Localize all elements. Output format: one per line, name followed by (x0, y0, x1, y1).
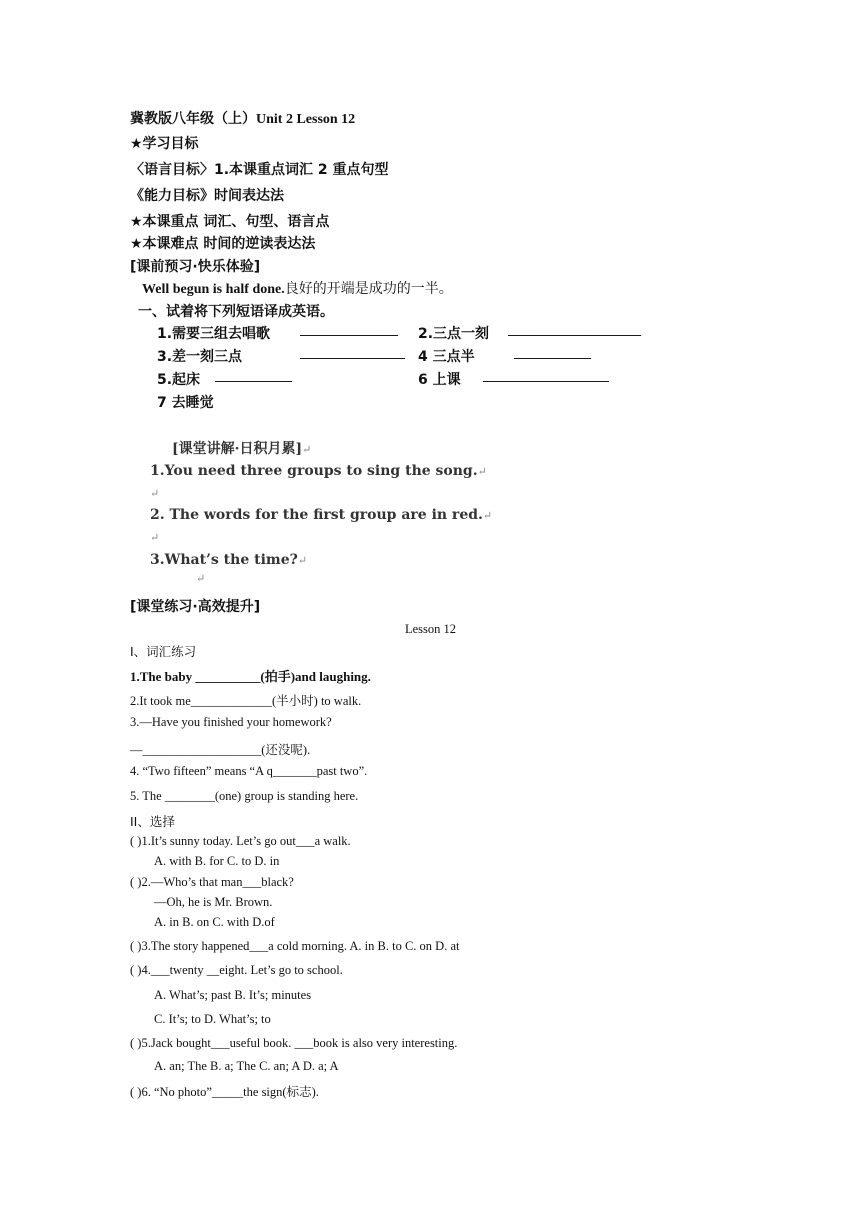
paragraph-mark: ↵ (196, 573, 206, 585)
preview-item-3: 3.差一刻三点 (157, 349, 243, 365)
difficulty-points: ★本课难点 时间的逆读表达法 (130, 236, 316, 252)
vocab-item-2: 2.It took me_____________(半小时) to walk. (130, 694, 362, 708)
practice-heading: [课堂练习·高效提升] (130, 599, 261, 615)
choice-q1-options: A. with B. for C. to D. in (154, 854, 280, 868)
preview-blank-1: ______________ (300, 323, 398, 338)
vocab-item-3: 3.—Have you finished your homework? (130, 715, 332, 729)
preview-blank-6: __________________ (483, 369, 609, 384)
lecture-sentence-3 (150, 552, 307, 568)
lecture-sentence-1-text: 1.You need three groups to sing the song. (150, 463, 478, 479)
preview-blank-5: ___________ (215, 369, 292, 384)
lecture-heading (172, 438, 311, 458)
preview-item-1: 1.需要三组去唱歌 (157, 326, 271, 342)
vocab-item-4: 4. “Two fifteen” means “A q_______past two”. (130, 764, 368, 778)
preview-item-2: 2.三点一刻 (418, 326, 490, 342)
choice-q5-options: A. an; The B. a; The C. an; A D. a; A (154, 1059, 339, 1073)
choice-q6: ( )6. “No photo”_____the sign(标志). (130, 1085, 319, 1099)
vocab-item-5: 5. The ________(one) group is standing here. (130, 789, 359, 803)
preview-item-6: 6 上课 (418, 372, 461, 388)
preview-heading: [课前预习·快乐体验] (130, 259, 261, 275)
choice-q2: ( )2.—Who’s that man___black? (130, 875, 294, 889)
page-title: 冀教版八年级（上）Unit 2 Lesson 12 (130, 112, 356, 127)
preview-blank-4: ___________ (514, 346, 591, 361)
preview-item-7: 7 去睡觉 (157, 395, 214, 411)
paragraph-mark: ↵ (302, 443, 312, 456)
choice-q4-options-ab: A. What’s; past B. It’s; minutes (154, 988, 312, 1002)
preview-item-5: 5.起床 (157, 372, 201, 388)
lesson-label: Lesson 12 (405, 622, 457, 636)
paragraph-mark: ↵ (482, 509, 493, 522)
language-objective: 〈语言目标〉1.本课重点词汇 2 重点句型 (130, 162, 389, 178)
motto-en: Well begun is half done. (142, 282, 285, 297)
choice-q3: ( )3.The story happened___a cold morning. A. in B. to C. on D. at (130, 939, 460, 953)
paragraph-mark: ↵ (297, 554, 308, 567)
motto (142, 278, 453, 298)
choice-q4: ( )4.___twenty __eight. Let’s go to school. (130, 963, 343, 977)
motto-cn: 良好的开端是成功的一半。 (284, 281, 453, 297)
choice-q5: ( )5.Jack bought___useful book. ___book is also very interesting. (130, 1036, 458, 1050)
choice-q4-options-cd: C. It’s; to D. What’s; to (154, 1012, 271, 1026)
paragraph-mark: ↵ (150, 488, 160, 500)
key-points: ★本课重点 词汇、句型、语言点 (130, 214, 330, 230)
preview-blank-3: _______________ (300, 346, 405, 361)
choice-q2-options: A. in B. on C. with D.of (154, 915, 275, 929)
vocab-item-1: 1.The baby __________(拍手)and laughing. (130, 669, 371, 684)
objectives-heading: ★学习目标 (130, 136, 199, 152)
choice-q2-line2: —Oh, he is Mr. Brown. (154, 895, 273, 909)
lecture-heading-text: [课堂讲解·日积月累] (172, 441, 303, 457)
lecture-sentence-2-text: 2. The words for the first group are in red. (150, 507, 483, 523)
lecture-sentence-1 (150, 463, 487, 479)
lecture-sentence-2 (150, 507, 492, 523)
vocab-item-3-answer: —___________________(还没呢). (130, 743, 311, 757)
choice-heading: II、选择 (130, 814, 175, 829)
paragraph-mark: ↵ (477, 465, 487, 478)
lecture-sentence-3-text: 3.What’s the time? (150, 552, 298, 568)
ability-objective: 《能力目标》时间表达法 (130, 188, 284, 204)
vocab-heading: I、词汇练习 (130, 644, 197, 659)
preview-item-4: 4 三点半 (418, 349, 475, 365)
paragraph-mark: ↵ (150, 532, 160, 544)
preview-blank-2: ___________________ (508, 323, 641, 338)
choice-q1: ( )1.It’s sunny today. Let’s go out___a walk. (130, 834, 351, 848)
preview-task: 一、试着将下列短语译成英语。 (138, 304, 334, 320)
